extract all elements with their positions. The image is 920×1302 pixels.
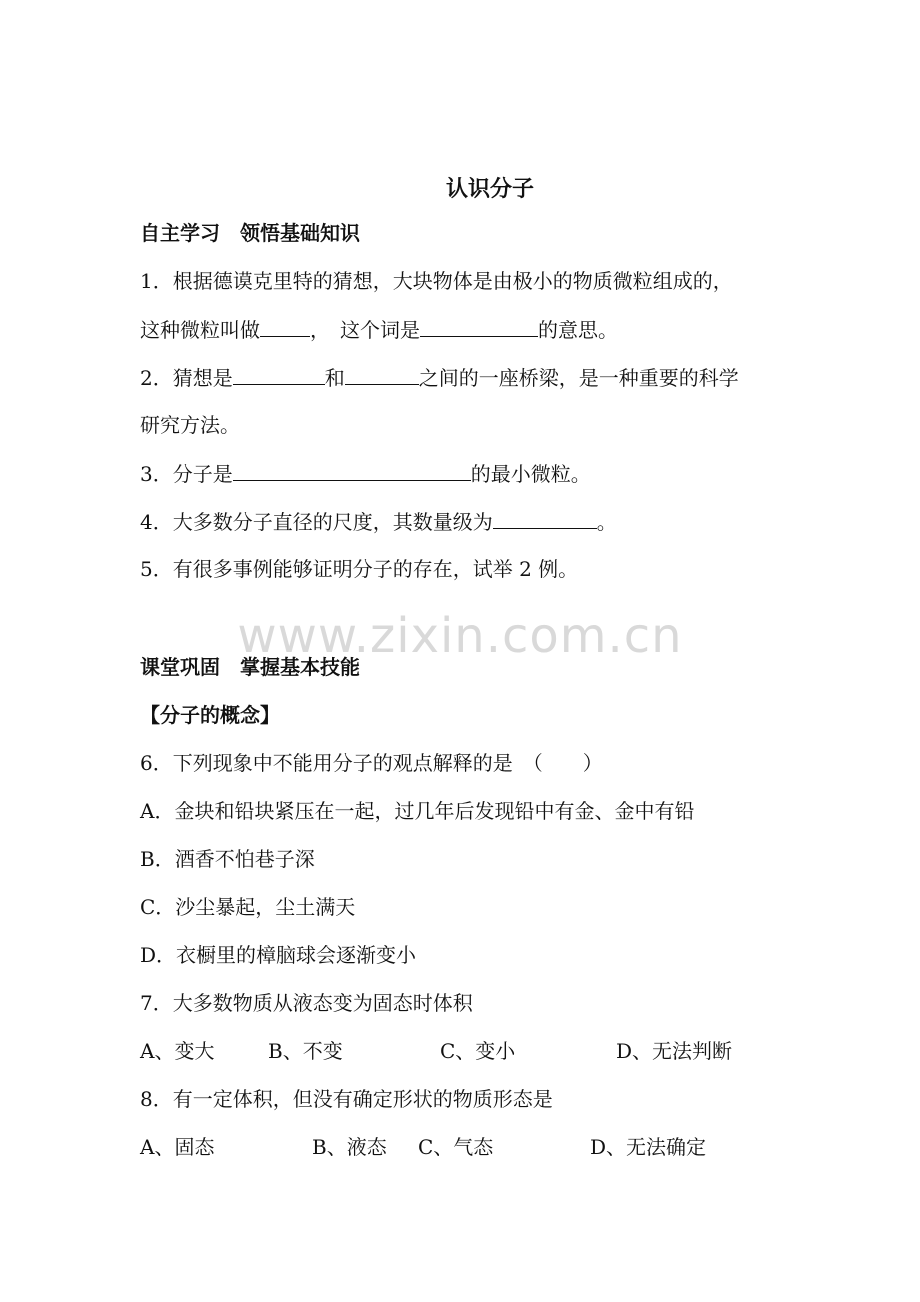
question-7-option-d[interactable]: D、无法判断 (616, 1039, 733, 1063)
question-1-text: 1．根据德谟克里特的猜想，大块物体是由极小的物质微粒组成的， (140, 269, 733, 293)
question-7-stem: 7．大多数物质从液态变为固态时体积 (140, 991, 473, 1015)
question-6-option-a[interactable]: A．金块和铅块紧压在一起，过几年后发现铅中有金、金中有铅 (140, 799, 695, 823)
question-7-option-c[interactable]: C、变小 (440, 1039, 516, 1063)
page-title: 认识分子 (445, 177, 534, 202)
question-6-option-d[interactable]: D．衣橱里的樟脑球会逐渐变小 (140, 943, 417, 967)
question-2-text-4: 研究方法。 (140, 413, 240, 437)
question-5: 5．有很多事例能够证明分子的存在，试举 2 例。 (140, 557, 579, 581)
question-1-line-1 (140, 268, 733, 294)
question-8-option-b[interactable]: B、液态 (312, 1135, 387, 1159)
answer-blank[interactable] (260, 316, 310, 337)
question-4-text-2: 。 (596, 510, 617, 534)
question-3-text-2: 的最小微粒。 (470, 462, 591, 486)
question-2-text: 2．猜想是 (140, 366, 233, 390)
answer-blank[interactable] (345, 364, 419, 385)
answer-blank[interactable] (493, 508, 597, 529)
question-1-line-2 (140, 316, 618, 343)
question-2-line-1 (140, 364, 739, 391)
question-3-text: 3．分子是 (140, 462, 233, 486)
question-7-option-b[interactable]: B、不变 (268, 1039, 343, 1063)
watermark: www.zixin.com.cn (237, 608, 683, 664)
answer-blank[interactable] (420, 316, 538, 337)
question-6-stem: 6．下列现象中不能用分子的观点解释的是 （ ） (140, 751, 603, 775)
answer-blank[interactable] (233, 460, 471, 481)
question-3 (140, 460, 591, 487)
question-2-line-2 (140, 412, 240, 438)
question-6-option-b[interactable]: B．酒香不怕巷子深 (140, 847, 315, 871)
subsection-heading-concept: 【分子的概念】 (140, 703, 280, 727)
question-8-option-c[interactable]: C、气态 (418, 1135, 494, 1159)
question-8-option-d[interactable]: D、无法确定 (590, 1135, 707, 1159)
section-heading-self-study: 自主学习 领悟基础知识 (140, 221, 360, 245)
answer-blank[interactable] (233, 364, 325, 385)
question-7-option-a[interactable]: A、变大 (140, 1039, 215, 1063)
question-1-text-2: 这种微粒叫做 (140, 318, 260, 342)
question-1-text-4: 的意思。 (538, 318, 618, 342)
question-4 (140, 508, 617, 535)
question-2-text-3: 之间的一座桥梁，是一种重要的科学 (418, 366, 739, 390)
question-1-text-3: ， 这个词是 (310, 318, 420, 342)
question-4-text: 4．大多数分子直径的尺度，其数量级为 (140, 510, 493, 534)
question-6-option-c[interactable]: C．沙尘暴起，尘土满天 (140, 895, 356, 919)
question-2-text-2: 和 (324, 366, 345, 390)
question-8-option-a[interactable]: A、固态 (140, 1135, 215, 1159)
question-8-stem: 8．有一定体积，但没有确定形状的物质形态是 (140, 1087, 553, 1111)
section-heading-classroom: 课堂巩固 掌握基本技能 (140, 655, 360, 679)
